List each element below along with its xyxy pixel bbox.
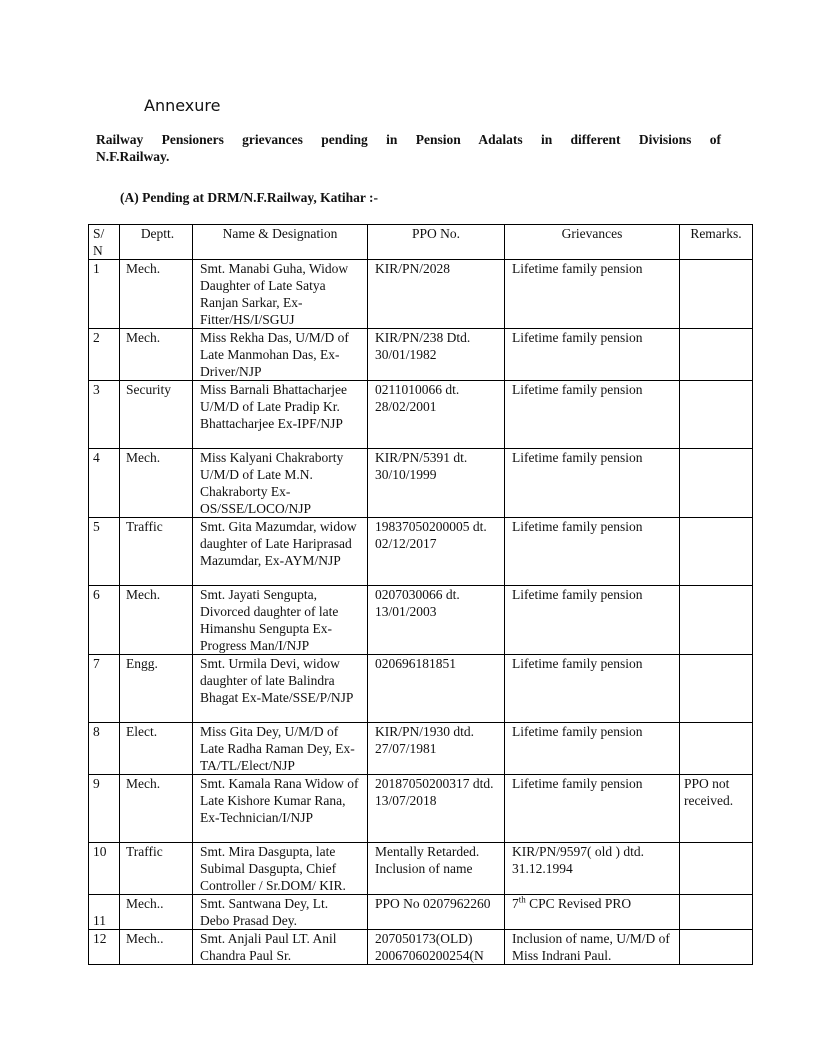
cell-remarks xyxy=(680,449,753,518)
grievance-text: 7 xyxy=(512,896,519,911)
cell-sn: 10 xyxy=(89,843,120,895)
cell-name: Smt. Gita Mazumdar, widow daughter of Late Hariprasad Mazumdar, Ex-AYM/NJP xyxy=(193,518,368,586)
col-header-name: Name & Designation xyxy=(193,225,368,260)
cell-name: Smt. Anjali Paul LT. Anil Chandra Paul Sr. xyxy=(193,930,368,965)
cell-name: Smt. Kamala Rana Widow of Late Kishore Kumar Rana, Ex-Technician/I/NJP xyxy=(193,775,368,843)
table-row xyxy=(89,655,753,723)
annexure-title: Annexure xyxy=(144,96,221,115)
cell-dept: Mech.. xyxy=(120,895,193,930)
table-row xyxy=(89,518,753,586)
cell-grievance: Lifetime family pension xyxy=(505,655,680,723)
table-row xyxy=(89,381,753,449)
col-header-ppo: PPO No. xyxy=(368,225,505,260)
cell-name: Miss Rekha Das, U/M/D of Late Manmohan Das, Ex-Driver/NJP xyxy=(193,329,368,381)
cell-remarks xyxy=(680,586,753,655)
cell-name: Miss Gita Dey, U/M/D of Late Radha Raman Dey, Ex-TA/TL/Elect/NJP xyxy=(193,723,368,775)
col-header-remarks: Remarks. xyxy=(680,225,753,260)
cell-dept: Mech. xyxy=(120,449,193,518)
heading-line-1: Railway Pensioners grievances pending in Pension Adalats in different Divisions of xyxy=(96,132,721,147)
cell-dept: Mech. xyxy=(120,775,193,843)
cell-sn: 8 xyxy=(89,723,120,775)
cell-remarks xyxy=(680,518,753,586)
section-subheading: (A) Pending at DRM/N.F.Railway, Katihar :- xyxy=(120,190,378,205)
heading-line-2: N.F.Railway. xyxy=(96,149,170,164)
cell-ppo: KIR/PN/2028 xyxy=(368,260,505,329)
cell-sn: 3 xyxy=(89,381,120,449)
table-row xyxy=(89,895,753,930)
cell-dept: Engg. xyxy=(120,655,193,723)
cell-grievance: Lifetime family pension xyxy=(505,723,680,775)
cell-grievance: Lifetime family pension xyxy=(505,329,680,381)
cell-ppo: KIR/PN/238 Dtd. 30/01/1982 xyxy=(368,329,505,381)
cell-ppo: 20187050200317 dtd. 13/07/2018 xyxy=(368,775,505,843)
cell-dept: Elect. xyxy=(120,723,193,775)
cell-grievance: Lifetime family pension xyxy=(505,775,680,843)
cell-ppo: 0211010066 dt. 28/02/2001 xyxy=(368,381,505,449)
table-row xyxy=(89,843,753,895)
cell-grievance: Lifetime family pension xyxy=(505,260,680,329)
grievance-superscript: th xyxy=(518,894,526,905)
cell-name: Miss Kalyani Chakraborty U/M/D of Late M.N. Chakraborty Ex-OS/SSE/LOCO/NJP xyxy=(193,449,368,518)
cell-remarks xyxy=(680,930,753,965)
cell-ppo: KIR/PN/1930 dtd. 27/07/1981 xyxy=(368,723,505,775)
cell-sn: 9 xyxy=(89,775,120,843)
table-row xyxy=(89,930,753,965)
cell-sn: 5 xyxy=(89,518,120,586)
cell-sn: 7 xyxy=(89,655,120,723)
cell-remarks: PPO not received. xyxy=(680,775,753,843)
cell-name: Miss Barnali Bhattacharjee U/M/D of Late Pradip Kr. Bhattacharjee Ex-IPF/NJP xyxy=(193,381,368,449)
grievances-table xyxy=(88,224,753,965)
table-row xyxy=(89,449,753,518)
cell-dept: Mech. xyxy=(120,260,193,329)
cell-dept: Security xyxy=(120,381,193,449)
cell-dept: Mech. xyxy=(120,586,193,655)
cell-name: Smt. Mira Dasgupta, late Subimal Dasgupta, Chief Controller / Sr.DOM/ KIR. xyxy=(193,843,368,895)
col-header-sn: S/ N xyxy=(89,225,120,260)
table-row xyxy=(89,723,753,775)
cell-ppo: 19837050200005 dt. 02/12/2017 xyxy=(368,518,505,586)
cell-name: Smt. Jayati Sengupta, Divorced daughter of late Himanshu Sengupta Ex-Progress Man/I/NJP xyxy=(193,586,368,655)
cell-sn: 6 xyxy=(89,586,120,655)
cell-grievance: Lifetime family pension xyxy=(505,518,680,586)
cell-sn: 11 xyxy=(89,895,120,930)
cell-dept: Traffic xyxy=(120,843,193,895)
cell-remarks xyxy=(680,895,753,930)
cell-dept: Mech. xyxy=(120,329,193,381)
table-row xyxy=(89,586,753,655)
cell-name: Smt. Urmila Devi, widow daughter of late Balindra Bhagat Ex-Mate/SSE/P/NJP xyxy=(193,655,368,723)
grievance-text: CPC Revised PRO xyxy=(525,896,632,911)
cell-grievance: Lifetime family pension xyxy=(505,586,680,655)
cell-sn: 12 xyxy=(89,930,120,965)
cell-grievance: KIR/PN/9597( old ) dtd. 31.12.1994 xyxy=(505,843,680,895)
cell-ppo: 0207030066 dt. 13/01/2003 xyxy=(368,586,505,655)
cell-remarks xyxy=(680,260,753,329)
cell-ppo: 207050173(OLD) 20067060200254(N xyxy=(368,930,505,965)
col-header-grievances: Grievances xyxy=(505,225,680,260)
cell-grievance xyxy=(505,895,680,930)
cell-name: Smt. Manabi Guha, Widow Daughter of Late Satya Ranjan Sarkar, Ex-Fitter/HS/I/SGUJ xyxy=(193,260,368,329)
cell-sn: 1 xyxy=(89,260,120,329)
cell-grievance: Lifetime family pension xyxy=(505,449,680,518)
cell-remarks xyxy=(680,723,753,775)
table-row xyxy=(89,329,753,381)
cell-dept: Traffic xyxy=(120,518,193,586)
table-row xyxy=(89,260,753,329)
cell-sn: 2 xyxy=(89,329,120,381)
cell-remarks xyxy=(680,381,753,449)
cell-remarks xyxy=(680,329,753,381)
col-header-dept: Deptt. xyxy=(120,225,193,260)
cell-ppo: Mentally Retarded. Inclusion of name xyxy=(368,843,505,895)
table-row xyxy=(89,775,753,843)
cell-grievance: Inclusion of name, U/M/D of Miss Indrani Paul. xyxy=(505,930,680,965)
cell-remarks xyxy=(680,843,753,895)
cell-name: Smt. Santwana Dey, Lt. Debo Prasad Dey. xyxy=(193,895,368,930)
cell-sn: 4 xyxy=(89,449,120,518)
cell-ppo: 020696181851 xyxy=(368,655,505,723)
cell-remarks xyxy=(680,655,753,723)
cell-grievance: Lifetime family pension xyxy=(505,381,680,449)
cell-ppo: PPO No 0207962260 xyxy=(368,895,505,930)
cell-dept: Mech.. xyxy=(120,930,193,965)
cell-ppo: KIR/PN/5391 dt. 30/10/1999 xyxy=(368,449,505,518)
table-header-row xyxy=(89,225,753,260)
document-heading xyxy=(96,131,721,165)
